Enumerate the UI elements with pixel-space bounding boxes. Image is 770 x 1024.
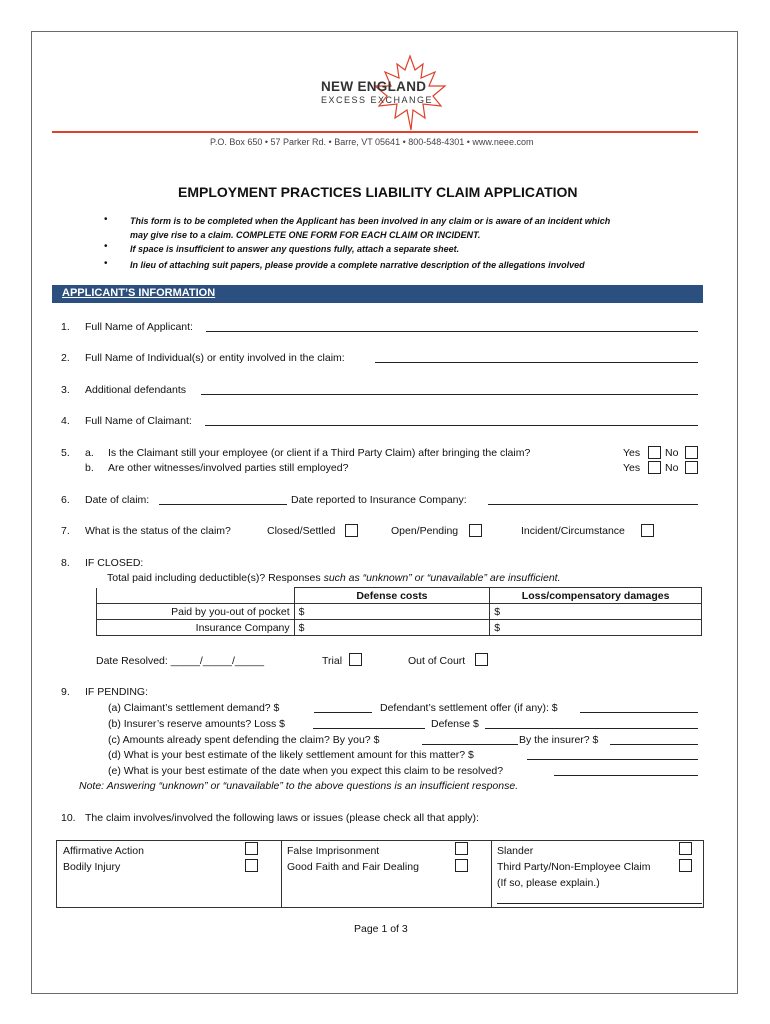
q8-subtext <box>107 572 561 585</box>
q3-label: Additional defendants <box>85 384 186 396</box>
section-header-bar <box>52 285 703 303</box>
bodily-injury-checkbox[interactable] <box>245 859 258 872</box>
incident-circumstance-checkbox[interactable] <box>641 524 654 537</box>
issues-table <box>56 840 704 908</box>
slander-checkbox[interactable] <box>679 842 692 855</box>
bodily-injury-label: Bodily Injury <box>63 861 121 873</box>
settlement-demand-field[interactable] <box>314 712 372 713</box>
q9-note: Note: Answering “unknown” or “unavailable” to the above questions is an insufficient response. <box>79 780 519 792</box>
q9a-offer-text: Defendant’s settlement offer (if any): $ <box>380 702 558 714</box>
resolution-date-field[interactable] <box>554 775 698 776</box>
loss-damages-header: Loss/compensatory damages <box>490 588 702 604</box>
q9b-text: (b) Insurer’s reserve amounts? Loss $ <box>108 718 286 730</box>
q7-number: 7. <box>61 525 70 537</box>
good-faith-checkbox[interactable] <box>455 859 468 872</box>
ins-loss-field[interactable]: $ <box>490 620 702 636</box>
oop-loss-field[interactable]: $ <box>490 604 702 620</box>
q9c-insurer-text: By the insurer? $ <box>519 734 599 746</box>
q8-subtext-plain: Total paid including deductible(s)? Responses <box>107 572 324 584</box>
form-page <box>31 31 738 994</box>
third-party-explain-field[interactable] <box>497 903 702 904</box>
out-of-court-label: Out of Court <box>408 655 466 667</box>
instruction-line: This form is to be completed when the Applicant has been involved in any claim or is aware of an incident which <box>130 216 611 226</box>
claim-date-field[interactable] <box>159 504 287 505</box>
third-party-explain-label: (If so, please explain.) <box>497 877 600 889</box>
trial-checkbox[interactable] <box>349 653 362 666</box>
instruction-line: may give rise to a claim. COMPLETE ONE FORM FOR EACH CLAIM OR INCIDENT. <box>130 230 481 240</box>
logo-name: NEW ENGLAND <box>321 79 427 94</box>
q8-label: IF CLOSED: <box>85 557 144 569</box>
q5-number: 5. <box>61 447 70 459</box>
date-resolved-field[interactable]: Date Resolved: _____/_____/_____ <box>96 655 265 667</box>
false-imprisonment-checkbox[interactable] <box>455 842 468 855</box>
reported-date-field[interactable] <box>488 504 698 505</box>
oop-defense-field[interactable]: $ <box>294 604 490 620</box>
page-number: Page 1 of 3 <box>354 923 408 935</box>
q5b-no-label: No <box>665 462 679 474</box>
form-title: EMPLOYMENT PRACTICES LIABILITY CLAIM APPLICATION <box>178 184 578 200</box>
section-header-title: APPLICANT’S INFORMATION <box>62 287 216 299</box>
q1-label: Full Name of Applicant: <box>85 321 193 333</box>
q9b-defense-text: Defense $ <box>431 718 479 730</box>
reserve-defense-field[interactable] <box>485 728 698 729</box>
column-divider <box>491 841 492 907</box>
good-faith-label: Good Faith and Fair Dealing <box>287 861 419 873</box>
bullet: • <box>104 214 108 225</box>
q5b-yes-checkbox[interactable] <box>648 461 661 474</box>
slander-label: Slander <box>497 845 534 857</box>
q9d-text: (d) What is your best estimate of the likely settlement amount for this matter? $ <box>108 749 474 761</box>
settlement-offer-field[interactable] <box>580 712 698 713</box>
incident-circumstance-label: Incident/Circumstance <box>521 525 625 537</box>
column-divider <box>281 841 282 907</box>
q7-label: What is the status of the claim? <box>85 525 231 537</box>
insurance-company-label: Insurance Company <box>97 620 295 636</box>
q6-claim-date-label: Date of claim: <box>85 494 150 506</box>
reserve-loss-field[interactable] <box>313 728 425 729</box>
header-rule <box>52 131 698 133</box>
q5b-letter: b. <box>85 462 94 474</box>
q9a-text: (a) Claimant’s settlement demand? $ <box>108 702 280 714</box>
q5a-no-label: No <box>665 447 679 459</box>
spent-by-insurer-field[interactable] <box>610 744 698 745</box>
q9c-text: (c) Amounts already spent defending the claim? By you? $ <box>108 734 380 746</box>
q4-number: 4. <box>61 415 70 427</box>
logo-subname: EXCESS EXCHANGE <box>321 95 434 105</box>
table-cell <box>97 588 295 604</box>
table-row <box>97 604 702 620</box>
q5b-text: Are other witnesses/involved parties still employed? <box>108 462 349 474</box>
q10-number: 10. <box>61 812 76 824</box>
settlement-estimate-field[interactable] <box>527 759 698 760</box>
q5b-yes-label: Yes <box>623 462 641 474</box>
closed-payments-table <box>96 587 702 636</box>
false-imprisonment-label: False Imprisonment <box>287 845 380 857</box>
bullet: • <box>104 241 108 252</box>
instruction-line: If space is insufficient to answer any questions fully, attach a separate sheet. <box>130 244 460 254</box>
q9-number: 9. <box>61 686 70 698</box>
q10-label: The claim involves/involved the following laws or issues (please check all that apply): <box>85 812 479 824</box>
q6-reported-date-label: Date reported to Insurance Company: <box>291 494 467 506</box>
trial-label: Trial <box>322 655 343 667</box>
q5a-text: Is the Claimant still your employee (or client if a Third Party Claim) after bringing the claim? <box>108 447 531 459</box>
third-party-checkbox[interactable] <box>679 859 692 872</box>
q1-number: 1. <box>61 321 70 333</box>
q5a-yes-checkbox[interactable] <box>648 446 661 459</box>
affirmative-action-checkbox[interactable] <box>245 842 258 855</box>
q5b-no-checkbox[interactable] <box>685 461 698 474</box>
q8-number: 8. <box>61 557 70 569</box>
table-row <box>97 620 702 636</box>
q4-label: Full Name of Claimant: <box>85 415 192 427</box>
company-address: P.O. Box 650 • 57 Parker Rd. • Barre, VT 05641 • 800-548-4301 • www.neee.com <box>210 137 534 147</box>
third-party-label: Third Party/Non-Employee Claim <box>497 861 651 873</box>
q8-subtext-italic: such as “unknown” or “unavailable” are insufficient. <box>323 572 561 584</box>
involved-entity-field[interactable] <box>375 362 698 363</box>
q9e-text: (e) What is your best estimate of the date when you expect this claim to be resolved? <box>108 765 504 777</box>
affirmative-action-label: Affirmative Action <box>63 845 144 857</box>
open-pending-checkbox[interactable] <box>469 524 482 537</box>
q9-label: IF PENDING: <box>85 686 149 698</box>
instruction-line: In lieu of attaching suit papers, please provide a complete narrative description of the allegations involved <box>130 260 585 270</box>
q3-number: 3. <box>61 384 70 396</box>
paid-out-of-pocket-label: Paid by you-out of pocket <box>97 604 295 620</box>
open-pending-label: Open/Pending <box>391 525 459 537</box>
q5a-no-checkbox[interactable] <box>685 446 698 459</box>
ins-defense-field[interactable]: $ <box>294 620 490 636</box>
q2-number: 2. <box>61 352 70 364</box>
closed-settled-label: Closed/Settled <box>267 525 336 537</box>
additional-defendants-field[interactable] <box>201 394 698 395</box>
out-of-court-checkbox[interactable] <box>475 653 488 666</box>
q5a-yes-label: Yes <box>623 447 641 459</box>
q6-number: 6. <box>61 494 70 506</box>
applicant-name-field[interactable] <box>206 331 698 332</box>
q2-label: Full Name of Individual(s) or entity involved in the claim: <box>85 352 345 364</box>
defense-costs-header: Defense costs <box>294 588 490 604</box>
closed-settled-checkbox[interactable] <box>345 524 358 537</box>
bullet: • <box>104 258 108 269</box>
q5a-letter: a. <box>85 447 94 459</box>
spent-by-you-field[interactable] <box>422 744 518 745</box>
claimant-name-field[interactable] <box>205 425 698 426</box>
table-row <box>97 588 702 604</box>
